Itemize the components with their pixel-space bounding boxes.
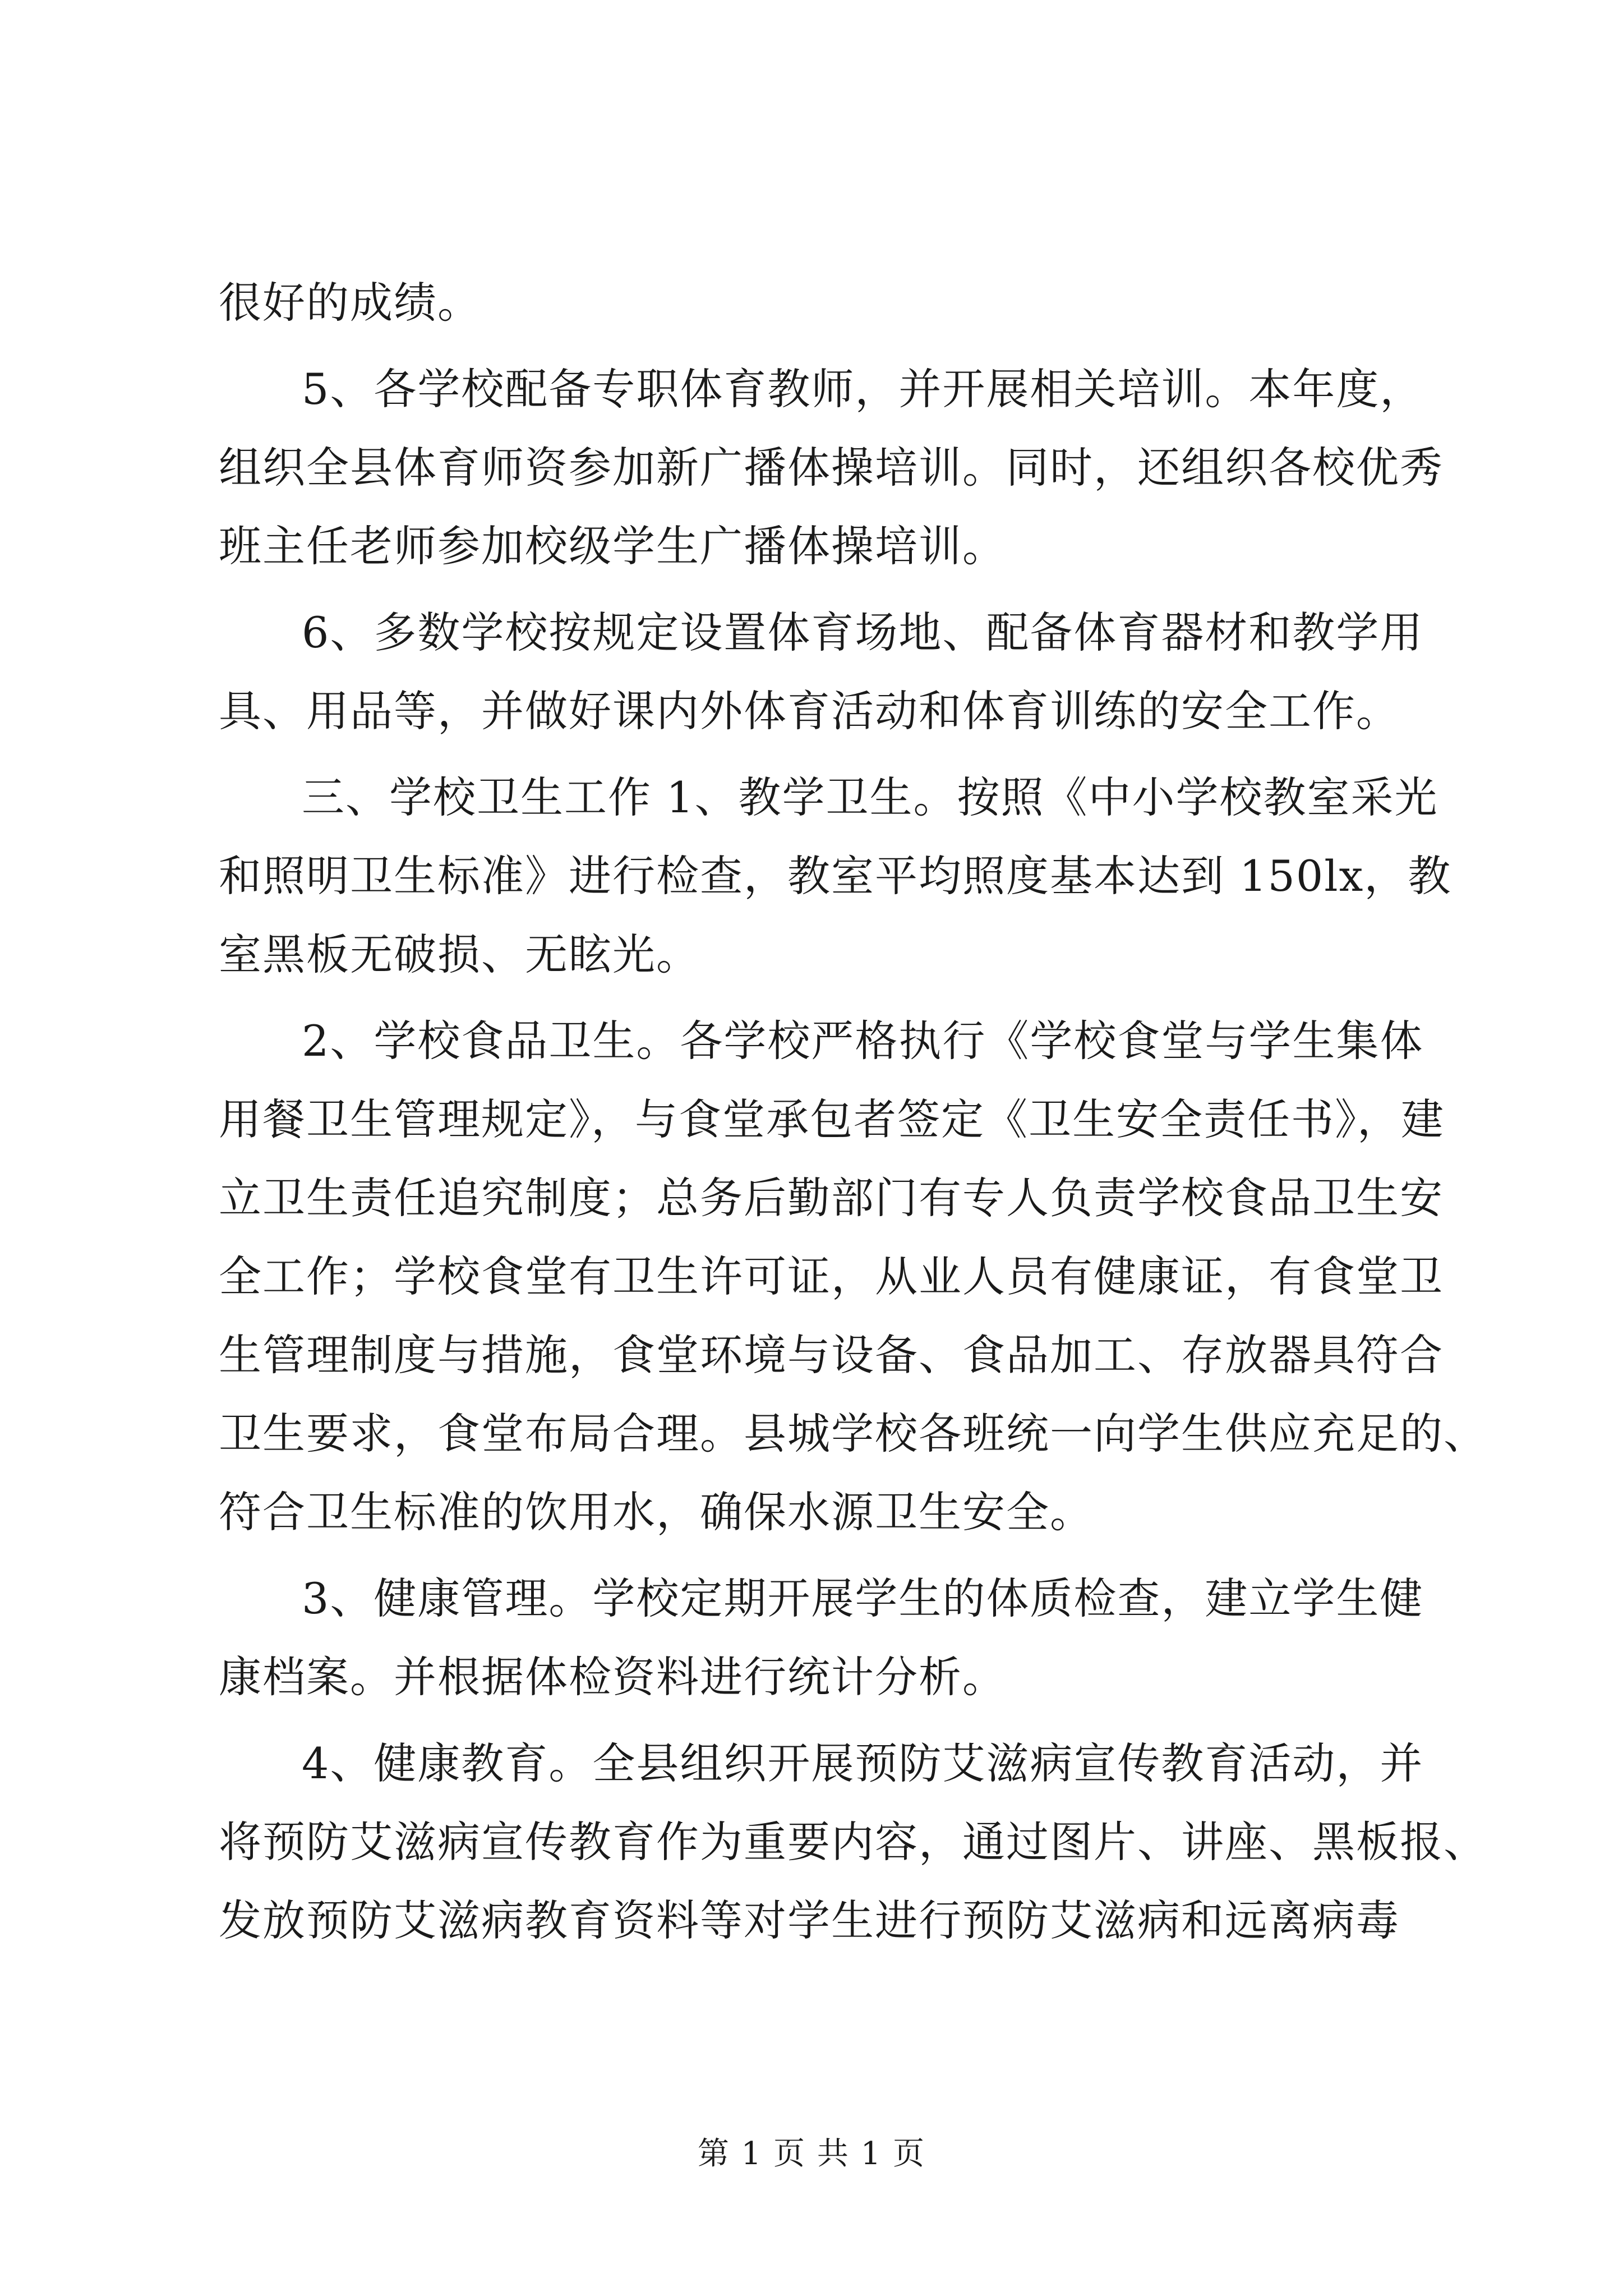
text-line: 生管理制度与措施，食堂环境与设备、食品加工、存放器具符合 [219,1330,1444,1380]
text-line: 具、用品等，并做好课内外体育活动和体育训练的安全工作。 [219,686,1400,736]
text-line: 全工作；学校食堂有卫生许可证，从业人员有健康证，有食堂卫 [219,1251,1444,1301]
text-line: 室黑板无破损、无眩光。 [219,930,700,979]
text-line: 4、健康教育。全县组织开展预防艾滋病宣传教育活动，并 [302,1738,1424,1788]
text-line: 5、各学校配备专职体育教师，并开展相关培训。本年度， [302,364,1424,414]
text-line: 卫生要求，食堂布局合理。县城学校各班统一向学生供应充足的、 [219,1409,1487,1458]
text-line: 康档案。并根据体检资料进行统计分析。 [219,1652,1006,1702]
text-line: 和照明卫生标准》进行检查，教室平均照度基本达到 150lx，教 [219,851,1452,901]
document-body [219,264,1487,1960]
text-line: 3、健康管理。学校定期开展学生的体质检查，建立学生健 [302,1573,1424,1623]
text-line: 组织全县体育师资参加新广播体操培训。同时，还组织各校优秀 [219,443,1444,493]
text-line: 发放预防艾滋病教育资料等对学生进行预防艾滋病和远离病毒 [219,1895,1400,1945]
text-line: 2、学校食品卫生。各学校严格执行《学校食堂与学生集体 [302,1016,1424,1066]
text-line: 用餐卫生管理规定》，与食堂承包者签定《卫生安全责任书》，建 [219,1094,1445,1144]
text-line: 立卫生责任追究制度；总务后勤部门有专人负责学校食品卫生安 [219,1173,1444,1223]
text-line: 很好的成绩。 [219,278,481,328]
text-line: 三、学校卫生工作 1、教学卫生。按照《中小学校教室采光 [302,772,1438,822]
page-number-footer: 第 1 页 共 1 页 [697,2136,926,2172]
text-line: 班主任老师参加校级学生广播体操培训。 [219,521,1006,571]
text-line: 符合卫生标准的饮用水，确保水源卫生安全。 [219,1487,1094,1537]
text-line: 6、多数学校按规定设置体育场地、配备体育器材和教学用 [302,608,1424,657]
text-line: 将预防艾滋病宣传教育作为重要内容，通过图片、讲座、黑板报、 [219,1817,1487,1867]
